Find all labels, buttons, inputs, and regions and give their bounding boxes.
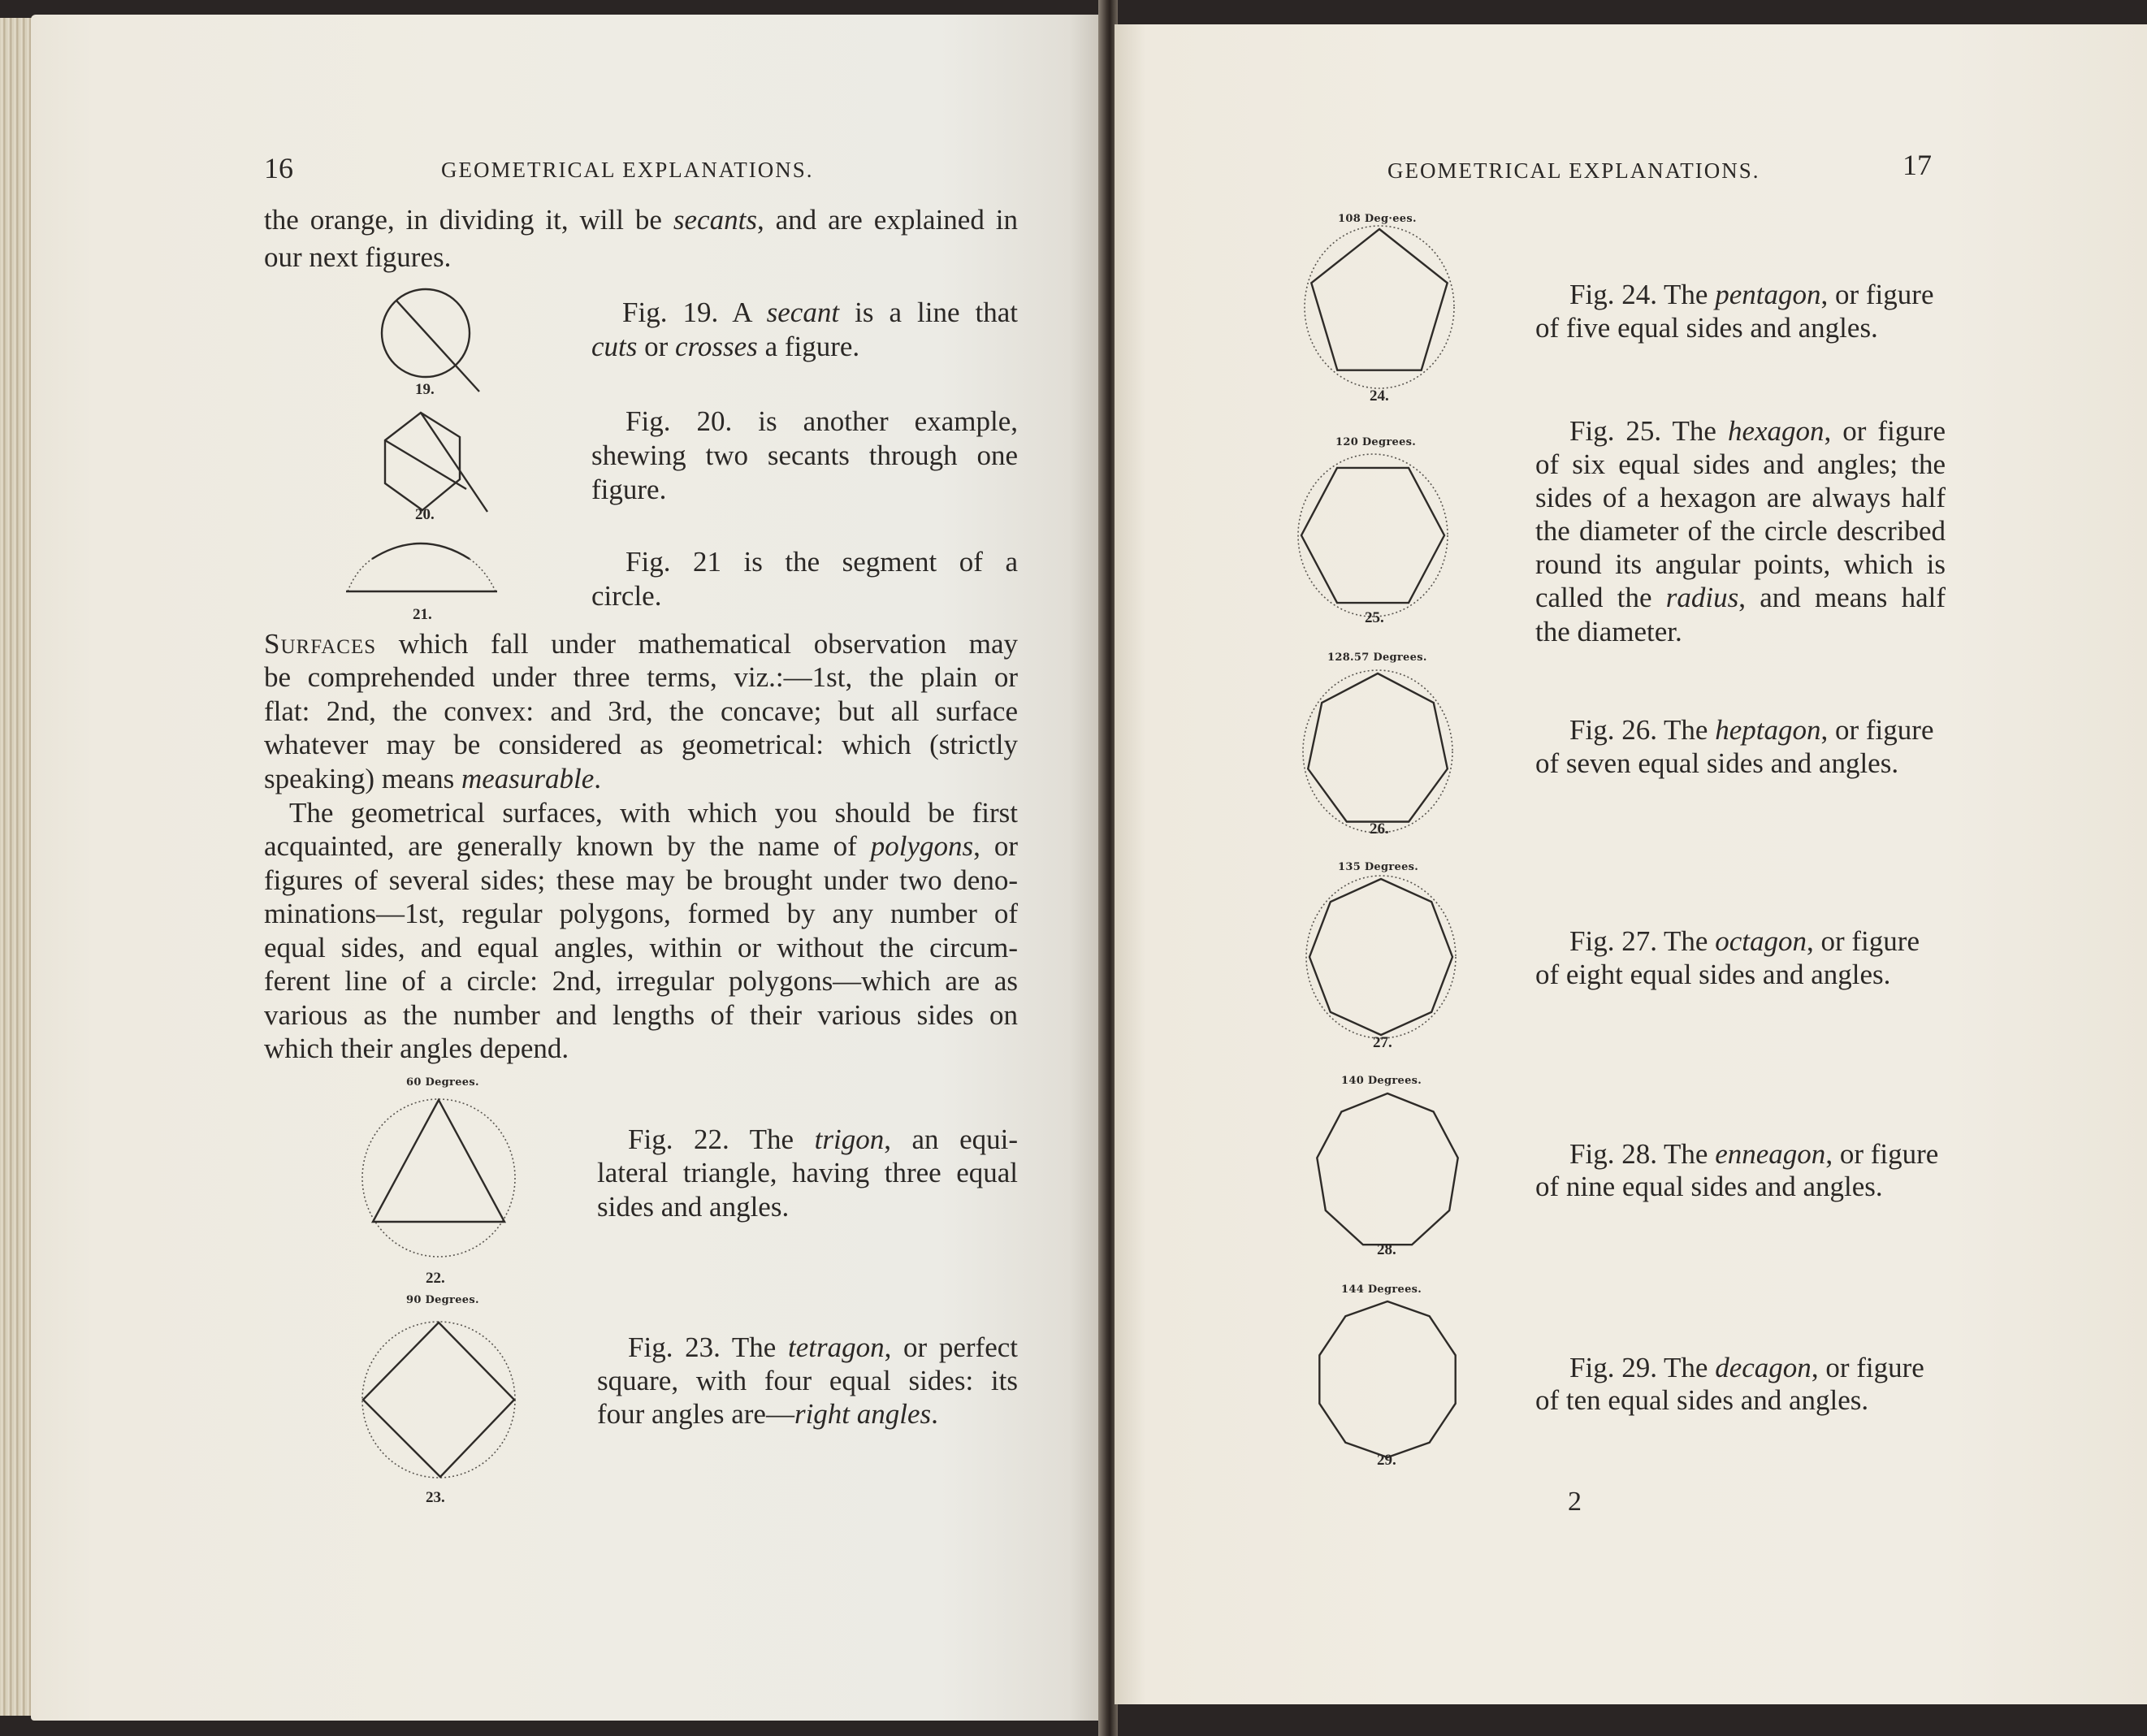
figure-19-secant [372,283,502,396]
figure-20-caption-line-2: shewing two secants through one [591,439,1018,471]
arc-solid [372,543,470,559]
secant-line-1 [421,413,487,512]
page-number-left: 16 [264,152,293,184]
circumscribed-circle [362,1099,515,1257]
figure-24-caption-line-2: of five equal sides and angles. [1535,312,1878,344]
figure-20-caption-line-3: figure. [591,474,667,505]
figure-number-28: 28. [1377,1241,1396,1258]
figure-19-caption-line-2: cuts or crosses a figure. [591,331,860,362]
polygons-line-3: figures of several sides; these may be brought under two deno- [264,864,1018,896]
figure-24-pentagon [1305,224,1459,395]
figure-28-enneagon [1313,1089,1467,1259]
page-edges-stack [0,18,32,1716]
figure-27-caption-line-1: Fig. 27. The octagon, or figure [1569,925,1920,957]
figure-25-caption-line-4: the diameter of the circle described [1535,515,1946,547]
figure-22-degrees: 60 Degrees. [406,1076,479,1089]
circumscribed-circle [1305,226,1454,388]
hexagon-shape [385,413,460,510]
figure-20-caption-line-1: Fig. 20. is another example, [625,405,1018,437]
figure-26-degrees: 128.57 Degrees. [1327,652,1427,664]
figure-29-decagon [1313,1297,1467,1467]
figure-20-hexagon-secants [372,406,502,524]
figure-28-degrees: 140 Degrees. [1341,1075,1422,1087]
polygons-line-8: which their angles depend. [264,1033,569,1064]
arc-dotted [348,559,496,591]
figure-number-26: 26. [1370,820,1389,838]
right-page [1115,24,2147,1704]
running-head-left: GEOMETRICAL EXPLANATIONS. [441,158,814,182]
figure-25-caption-line-3: sides of a hexagon are always half [1535,482,1946,513]
figure-25-hexagon [1298,452,1452,623]
figure-27-degrees: 135 Degrees. [1338,861,1419,873]
intro-line-1: the orange, in dividing it, will be secants, and are explained in [264,204,1019,236]
running-head-right: GEOMETRICAL EXPLANATIONS. [1387,158,1760,183]
polygons-line-4: minations—1st, regular polygons, formed by any number of [264,898,1018,929]
figure-24-degrees: 108 Deg·ees. [1338,213,1417,225]
figure-23-caption-line-1: Fig. 23. The tetragon, or perfect [628,1331,1018,1363]
polygons-line-5: equal sides, and equal angles, within or without the circum- [264,932,1018,963]
figure-26-caption-line-1: Fig. 26. The heptagon, or figure [1569,714,1934,746]
figure-number-22: 22. [426,1270,445,1287]
figure-29-degrees: 144 Degrees. [1341,1284,1422,1296]
figure-28-caption-line-1: Fig. 28. The enneagon, or figure [1569,1138,1939,1170]
surfaces-line-4: whatever may be considered as geometrical: which (strictly [264,729,1018,760]
polygons-line-1: The geometrical surfaces, with which you should be first [289,797,1018,829]
secant-line-2 [385,440,466,489]
square-shape [363,1323,514,1477]
figure-22-caption-line-1: Fig. 22. The trigon, an equi- [628,1123,1018,1155]
figure-number-24: 24. [1370,387,1389,405]
polygons-line-6: ferent line of a circle: 2nd, irregular polygons—which are as [264,965,1018,997]
surfaces-line-5: speaking) means measurable. [264,763,602,794]
figure-number-27: 27. [1373,1034,1392,1051]
figure-19-caption-line-1: Fig. 19. A secant is a line that [622,297,1018,328]
figure-22-caption-line-2: lateral triangle, having three equal [597,1157,1018,1188]
figure-21-caption-line-1: Fig. 21 is the segment of a [625,546,1018,578]
figure-27-octagon [1306,874,1461,1045]
figure-23-caption-line-2: square, with four equal sides: its [597,1365,1018,1396]
figure-23-caption-line-3: four angles are—right angles. [597,1398,938,1430]
figure-26-heptagon [1303,669,1457,839]
figure-22-caption-line-3: sides and angles. [597,1191,790,1223]
surfaces-line-3: flat: 2nd, the convex: and 3rd, the concave; but all surface [264,695,1018,727]
figure-29-caption-line-2: of ten equal sides and angles. [1535,1384,1869,1416]
figure-23-tetragon [360,1316,522,1487]
figure-24-caption-line-1: Fig. 24. The pentagon, or figure [1569,279,1934,310]
figure-27-caption-line-2: of eight equal sides and angles. [1535,959,1891,990]
polygon-shape [1317,1093,1457,1245]
signature-mark: 2 [1568,1487,1582,1517]
surfaces-line-2: be comprehended under three terms, viz.:—1st, the plain or [264,661,1018,693]
figure-28-caption-line-2: of nine equal sides and angles. [1535,1171,1883,1202]
triangle-shape [373,1100,504,1222]
figure-25-caption-line-7: the diameter. [1535,616,1682,647]
figure-25-caption-line-1: Fig. 25. The hexagon, or figure [1569,415,1946,447]
figure-number-20: 20. [415,506,435,523]
polygons-line-2: acquainted, are generally known by the name of polygons, or [264,830,1018,862]
circumscribed-circle [1298,454,1448,617]
figure-23-degrees: 90 Degrees. [406,1294,479,1306]
left-page [31,15,1102,1721]
intro-line-2: our next figures. [264,241,452,273]
figure-29-caption-line-1: Fig. 29. The decagon, or figure [1569,1352,1924,1383]
figure-25-caption-line-5: round its angular points, which is [1535,548,1946,580]
figure-number-25: 25. [1365,609,1384,626]
figure-22-trigon [360,1095,522,1266]
polygon-shape [1311,229,1447,370]
circumscribed-circle [1303,670,1452,833]
figure-26-caption-line-2: of seven equal sides and angles. [1535,747,1899,779]
polygon-shape [1301,468,1444,603]
page-number-right: 17 [1902,149,1932,181]
figure-25-degrees: 120 Degrees. [1335,436,1417,448]
polygon-shape [1308,673,1448,822]
circumscribed-circle [362,1322,515,1478]
figure-25-caption-line-2: of six equal sides and angles; the [1535,448,1946,480]
figure-21-segment [340,535,510,600]
figure-number-19: 19. [415,381,435,398]
figure-21-caption-line-2: circle. [591,580,662,612]
figure-25-caption-line-6: called the radius, and means half [1535,582,1946,613]
polygon-shape [1309,879,1452,1035]
polygons-line-7: various as the number and lengths of their various sides on [264,999,1018,1031]
circumscribed-circle [1306,876,1456,1038]
figure-number-21: 21. [413,606,432,623]
polygon-shape [1319,1301,1455,1457]
figure-number-23: 23. [426,1489,445,1506]
figure-number-29: 29. [1377,1452,1396,1469]
surfaces-line-1: Surfaces which fall under mathematical observation may [264,628,1018,660]
